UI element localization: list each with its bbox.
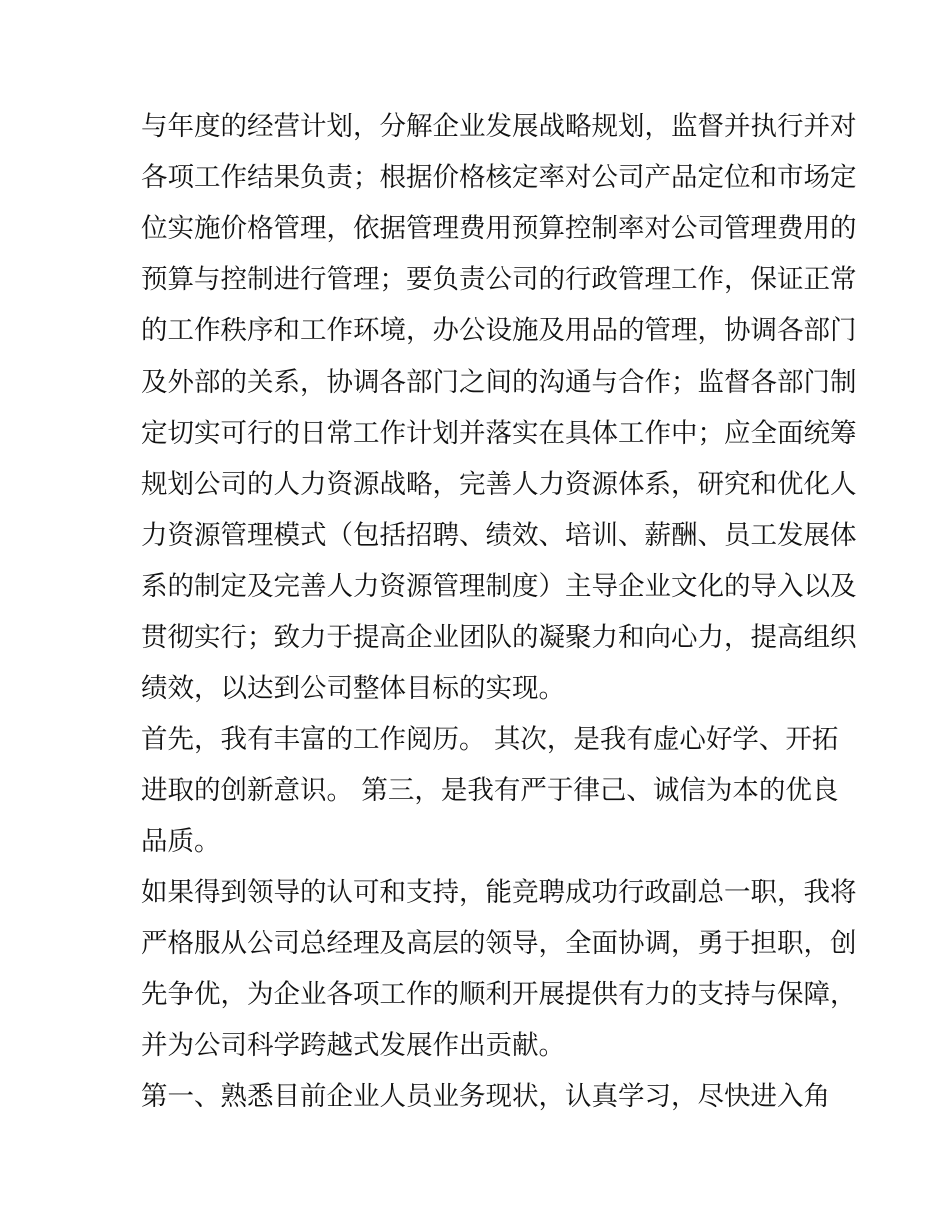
text-line: 系的制定及完善人力资源管理制度）主导企业文化的导入以及	[141, 571, 857, 602]
text-line: 力资源管理模式（包括招聘、绩效、培训、薪酬、员工发展体	[141, 520, 857, 551]
text-line: 定切实可行的日常工作计划并落实在具体工作中；应全面统筹	[141, 418, 857, 449]
text-line: 品质。	[141, 826, 221, 857]
text-line: 位实施价格管理，依据管理费用预算控制率对公司管理费用的	[141, 213, 857, 244]
text-line: 绩效，以达到公司整体目标的实现。	[141, 673, 565, 704]
text-line: 的工作秩序和工作环境，办公设施及用品的管理，协调各部门	[141, 315, 857, 346]
text-line: 及外部的关系，协调各部门之间的沟通与合作；监督各部门制	[141, 367, 857, 398]
text-line: 进取的创新意识。 第三，是我有严于律己、诚信为本的优良	[141, 775, 839, 806]
text-line: 并为公司科学跨越式发展作出贡献。	[141, 1030, 565, 1061]
text-line: 第一、熟悉目前企业人员业务现状，认真学习，尽快进入角	[141, 1081, 830, 1112]
text-line: 严格服从公司总经理及高层的领导，全面协调，勇于担职，创	[141, 928, 857, 959]
text-line: 如果得到领导的认可和支持，能竞聘成功行政副总一职，我将	[141, 877, 857, 908]
text-line: 贯彻实行；致力于提高企业团队的凝聚力和向心力，提高组织	[141, 622, 857, 653]
text-line: 与年度的经营计划，分解企业发展战略规划，监督并执行并对	[141, 111, 857, 142]
text-line: 首先，我有丰富的工作阅历。 其次，是我有虚心好学、开拓	[141, 724, 839, 755]
text-line: 预算与控制进行管理；要负责公司的行政管理工作，保证正常	[141, 264, 857, 295]
text-line: 各项工作结果负责；根据价格核定率对公司产品定位和市场定	[141, 162, 857, 193]
text-line: 先争优，为企业各项工作的顺利开展提供有力的支持与保障，	[141, 979, 857, 1010]
text-line: 规划公司的人力资源战略，完善人力资源体系，研究和优化人	[141, 469, 857, 500]
